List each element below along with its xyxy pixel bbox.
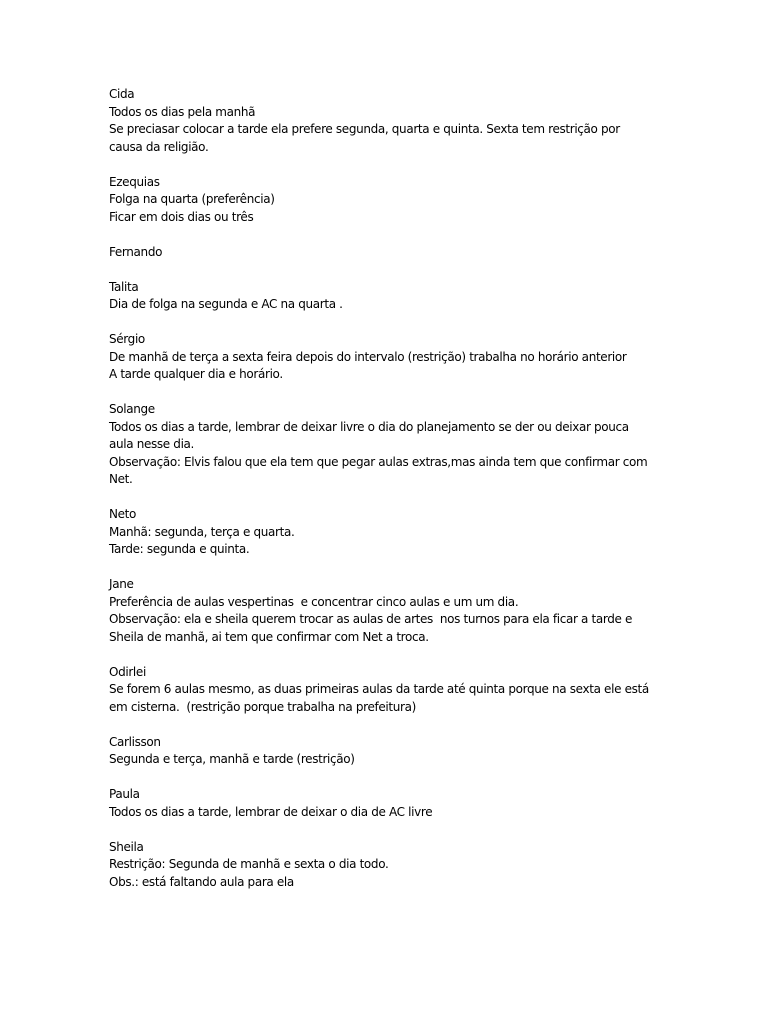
teacher-name: Carlisson [109,734,161,749]
note-line: causa da religião. [109,139,209,154]
note-line: A tarde qualquer dia e horário. [109,367,283,381]
note-line: Preferência de aulas vespertinas e concentrar cinco aulas e um um dia. [109,594,519,609]
note-line: Todos os dias a tarde, lembrar de deixar o dia de AC livre [109,804,433,819]
teacher-entry [109,244,669,262]
note-line: De manhã de terça a sexta feira depois do intervalo (restrição) trabalha no horário anterior [109,349,627,364]
note-line: Se preciasar colocar a tarde ela prefere segunda, quarta e quinta. Sexta tem restrição por [109,122,620,136]
teacher-entry [109,86,669,156]
note-line: Tarde: segunda e quinta. [109,542,250,556]
teacher-name: Sérgio [109,332,145,346]
teacher-entry [109,839,669,892]
note-line: aula nesse dia. [109,437,195,451]
teacher-entry [109,331,669,384]
teacher-name: Jane [109,577,134,591]
note-line: Sheila de manhã, ai tem que confirmar com Net a troca. [109,629,429,644]
teacher-name: Solange [109,402,155,416]
note-line: Segunda e terça, manhã e tarde (restrição) [109,752,355,766]
teacher-name: Talita [109,279,139,294]
note-line: Se forem 6 aulas mesmo, as duas primeiras aulas da tarde até quinta porque na sexta ele está [109,682,649,696]
teacher-name: Fernando [109,244,163,259]
teacher-entry [109,786,669,821]
teacher-entry [109,506,669,559]
note-line: Todos os dias a tarde, lembrar de deixar livre o dia do planejamento se der ou deixar pouca [109,419,629,434]
note-line: Observação: Elvis falou que ela tem que pegar aulas extras,mas ainda tem que confirmar com [109,454,648,469]
document-page [109,86,669,909]
teacher-entry [109,664,669,717]
teacher-entry [109,401,669,489]
note-line: Dia de folga na segunda e AC na quarta . [109,297,343,311]
teacher-name: Neto [109,507,137,521]
note-line: Folga na quarta (preferência) [109,192,275,206]
note-line: Restrição: Segunda de manhã e sexta o dia todo. [109,857,389,871]
teacher-name: Ezequias [109,174,160,189]
note-line: Net. [109,472,133,486]
teacher-notes-list [109,86,669,891]
teacher-entry [109,576,669,646]
note-line: Obs.: está faltando aula para ela [109,874,294,889]
note-line: Observação: ela e sheila querem trocar as aulas de artes nos turnos para ela ficar a tarde e [109,612,633,626]
note-line: Ficar em dois dias ou três [109,209,254,224]
teacher-name: Odirlei [109,664,146,679]
note-line: em cisterna. (restrição porque trabalha na prefeitura) [109,699,416,714]
teacher-name: Paula [109,787,140,801]
teacher-name: Cida [109,87,135,101]
note-line: Todos os dias pela manhã [109,104,256,119]
teacher-entry [109,279,669,314]
teacher-entry [109,734,669,769]
note-line: Manhã: segunda, terça e quarta. [109,524,295,539]
teacher-name: Sheila [109,839,144,854]
teacher-entry [109,174,669,227]
